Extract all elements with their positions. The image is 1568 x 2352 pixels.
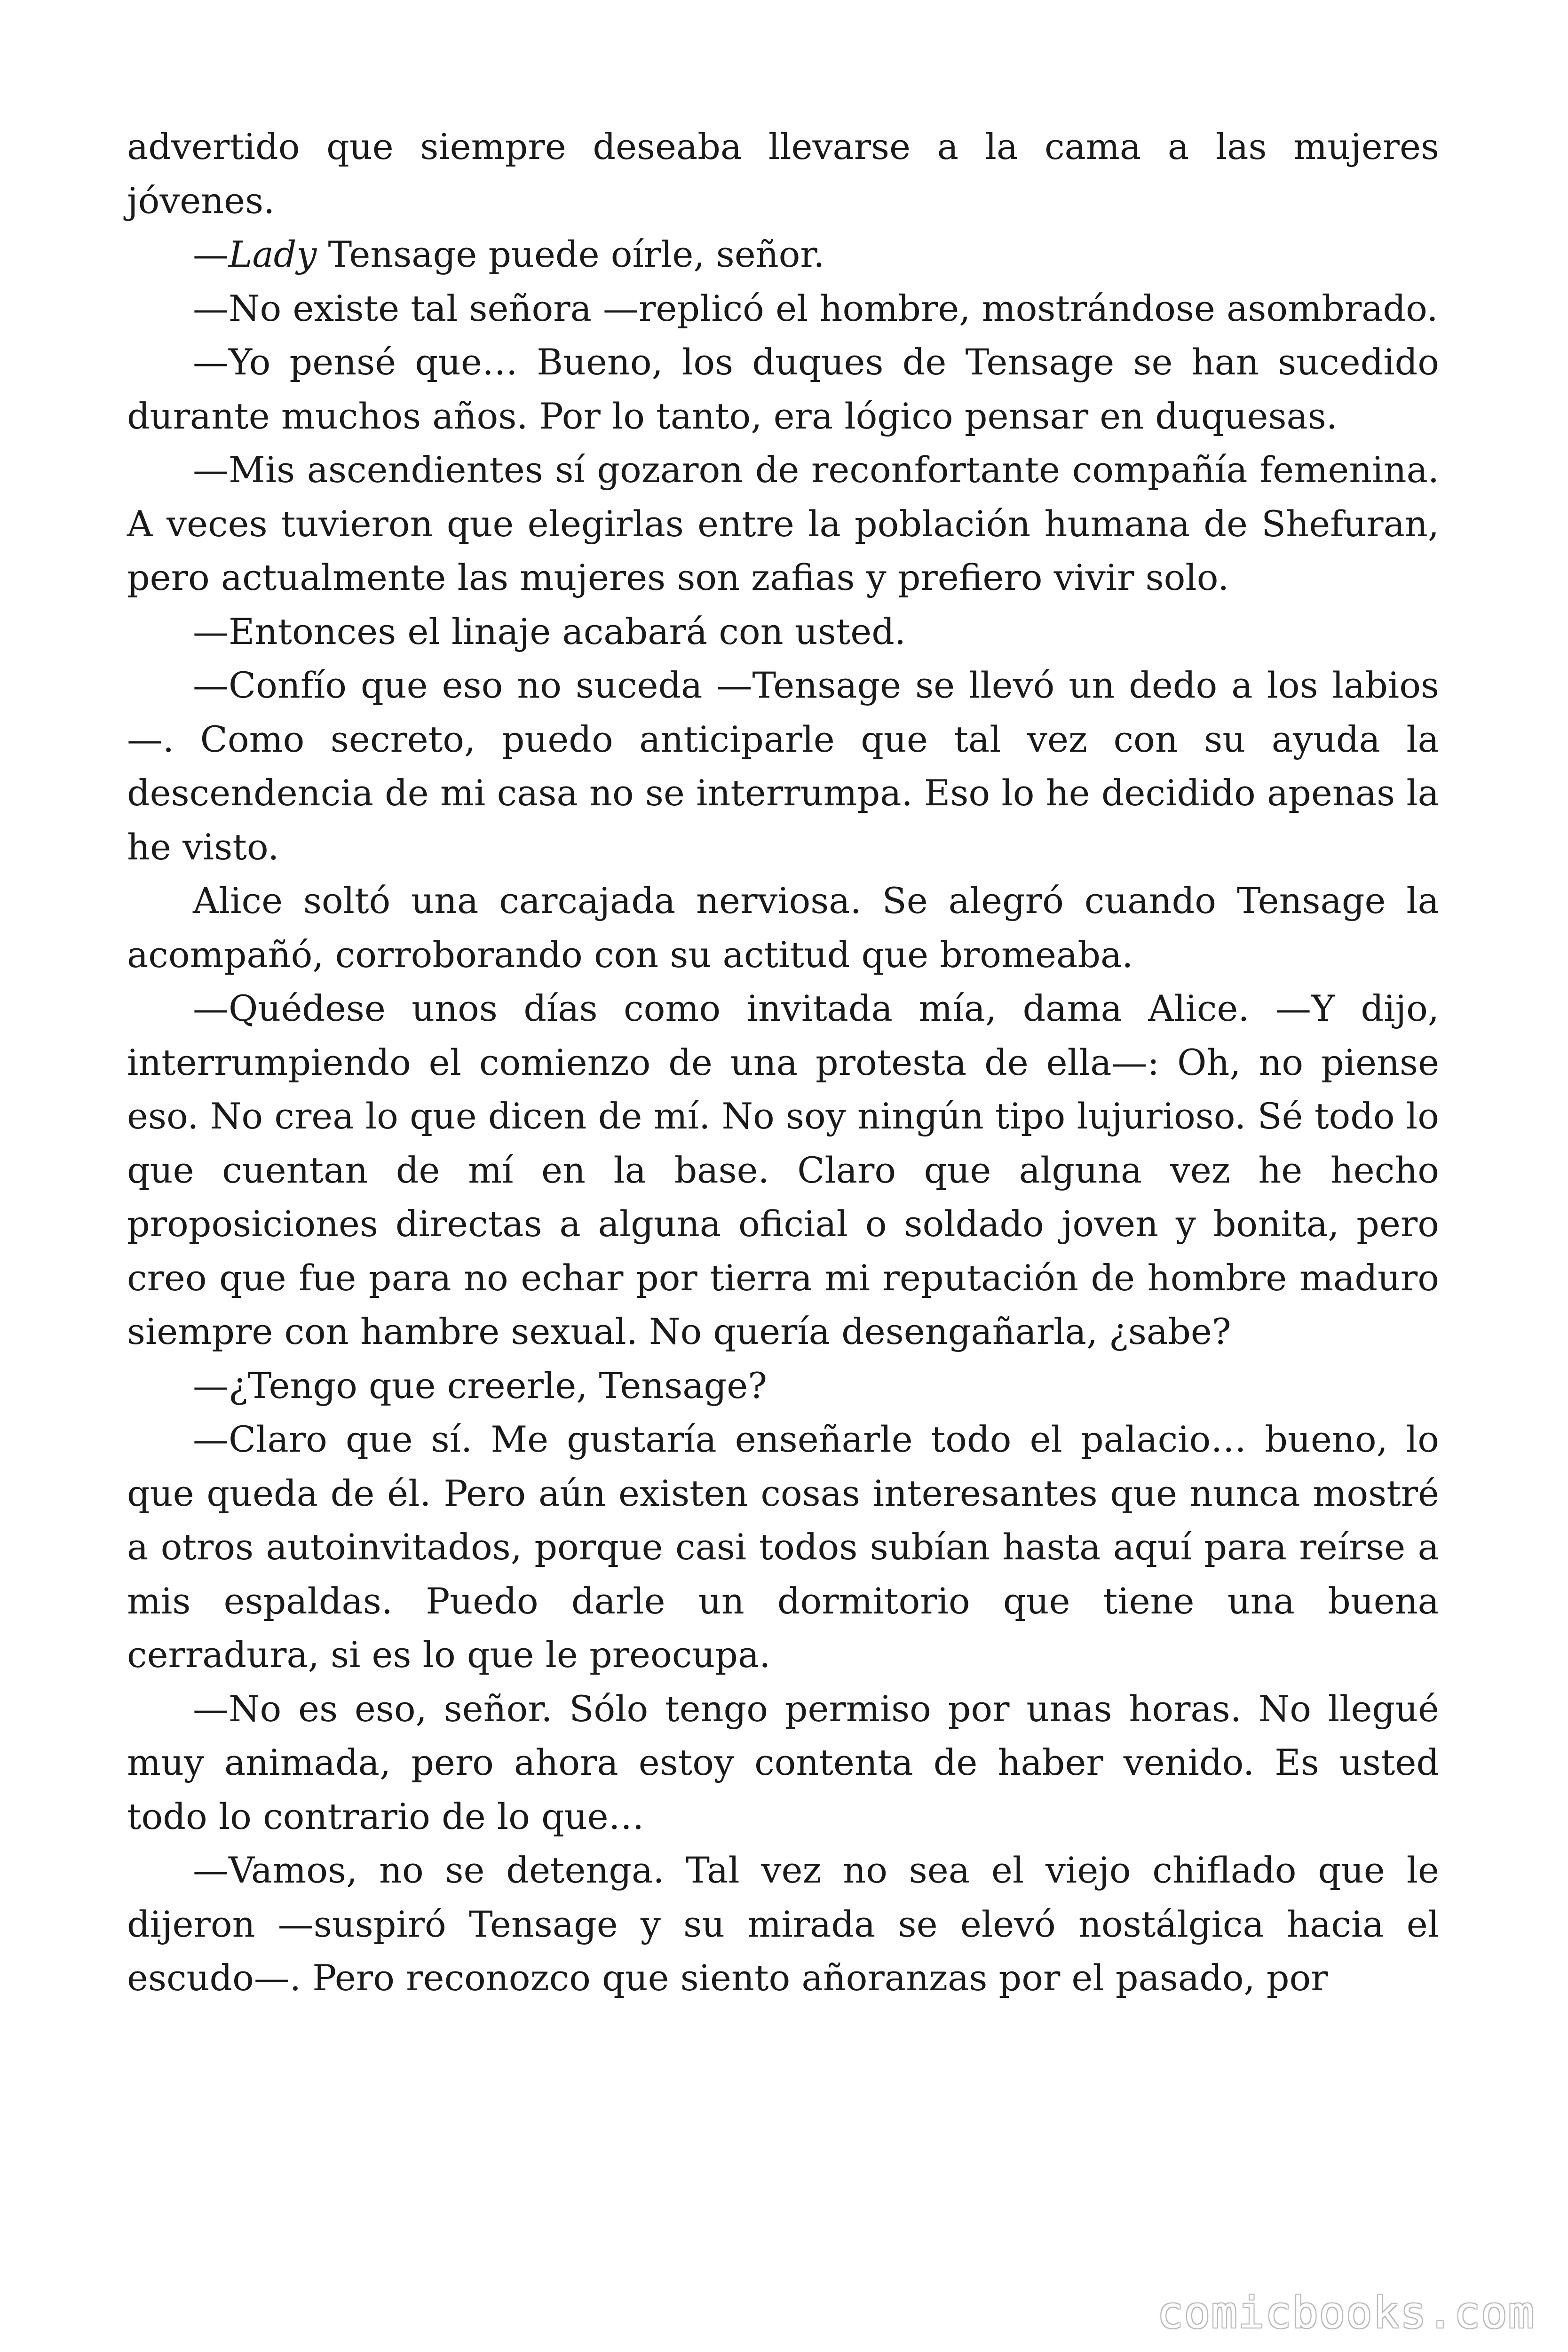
paragraph: —Entonces el linaje acabará con usted. bbox=[193, 610, 906, 652]
paragraph: —Vamos, no se detenga. Tal vez no sea el viejo chiflado que le dijeron —suspiró Tensage y su mirada se elevó nostálgica hacia el escudo—. Pero reconozco que siento añoranzas por el pasado, por bbox=[127, 1849, 1439, 1999]
paragraph: —No es eso, señor. Sólo tengo permiso por unas horas. No llegué muy animada, pero ahora estoy contenta de haber venido. Es usted todo lo contrario de lo que… bbox=[127, 1687, 1439, 1837]
paragraph: advertido que siempre deseaba llevarse a la cama a las mujeres jóvenes. bbox=[127, 126, 1439, 222]
paragraph: —Yo pensé que… Bueno, los duques de Tensage se han sucedido durante muchos años. Por lo tanto, era lógico pensar en duquesas. bbox=[127, 341, 1439, 437]
paragraph: —Mis ascendientes sí gozaron de reconfortante compañía femenina. A veces tuvieron que elegirlas entre la población humana de Shefuran, pero actualmente las mujeres son zafias y prefiero vivir solo. bbox=[127, 449, 1439, 598]
paragraph-rest: Tensage puede oírle, señor. bbox=[328, 233, 825, 275]
watermark: comicbooks.com bbox=[1157, 2288, 1535, 2338]
paragraph: Alice soltó una carcajada nerviosa. Se alegró cuando Tensage la acompañó, corroborando con su actitud que bromeaba. bbox=[127, 880, 1439, 976]
italic-word: Lady bbox=[229, 233, 317, 275]
paragraph: —¿Tengo que creerle, Tensage? bbox=[193, 1364, 767, 1406]
paragraph: —Lady Tensage puede oírle, señor. bbox=[193, 233, 825, 275]
paragraph: —Claro que sí. Me gustaría enseñarle todo el palacio… bueno, lo que queda de él. Pero aún existen cosas interesantes que nunca mostré a otros autoinvitados, porque casi todos subían hasta aquí para reírse a mis espaldas. Puedo darle un dormitorio que tiene una buena cerradura, si es lo que le preocupa. bbox=[127, 1418, 1439, 1676]
body-text bbox=[127, 120, 1439, 2005]
paragraph: —Quédese unos días como invitada mía, dama Alice. —Y dijo, interrumpiendo el comienzo de una protesta de ella—: Oh, no piense eso. No crea lo que dicen de mí. No soy ningún tipo lujurioso. Sé todo lo que cuentan de mí en la base. Claro que alguna vez he hecho proposiciones directas a alguna oficial o soldado joven y bonita, pero creo que fue para no echar por tierra mi reputación de hombre maduro siempre con hambre sexual. No quería desengañarla, ¿sabe? bbox=[127, 987, 1439, 1352]
paragraph: —No existe tal señora —replicó el hombre, mostrándose asombrado. bbox=[193, 287, 1438, 329]
paragraph: —Confío que eso no suceda —Tensage se llevó un dedo a los labios—. Como secreto, puedo anticiparle que tal vez con su ayuda la descendencia de mi casa no se interrumpa. Eso lo he decidido apenas la he visto. bbox=[127, 664, 1439, 868]
